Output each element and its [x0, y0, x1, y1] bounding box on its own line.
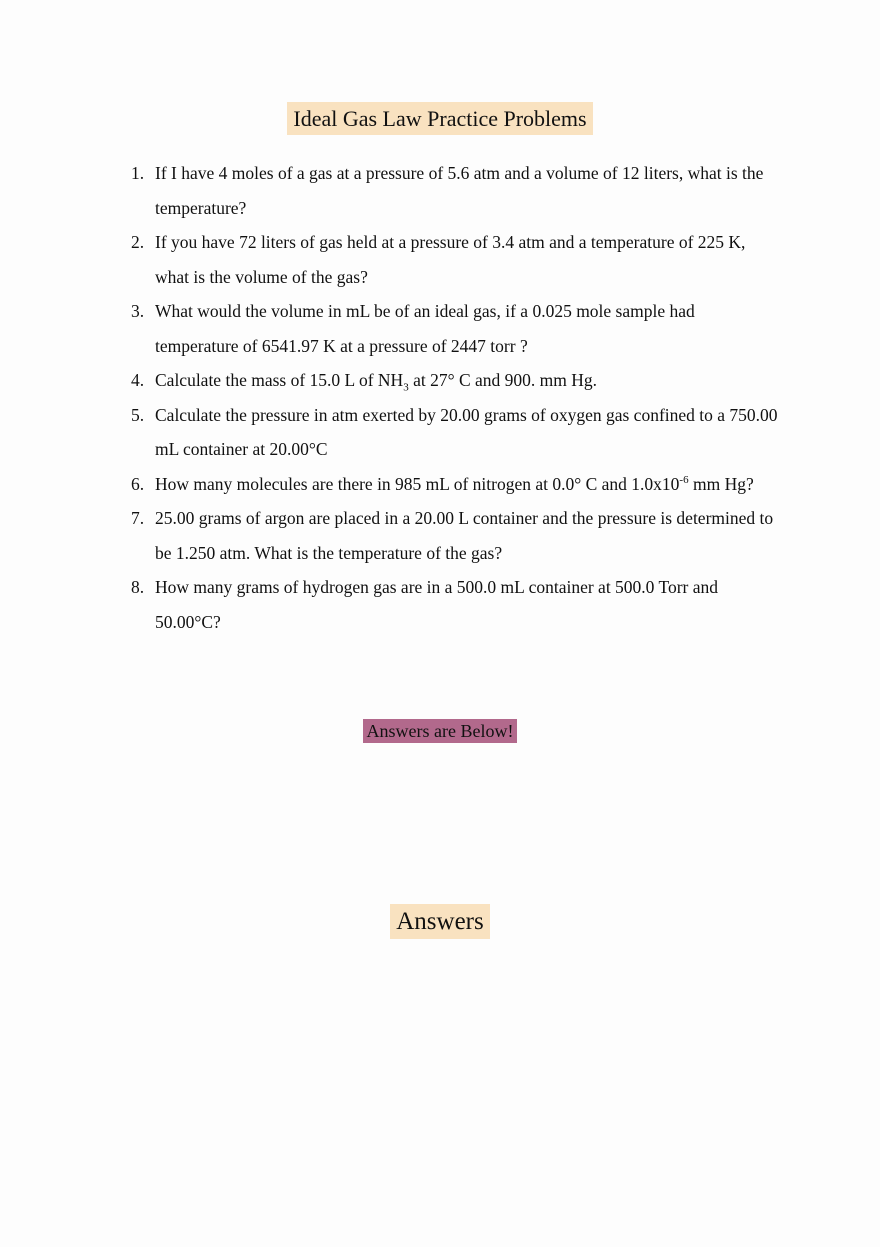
problem-text	[155, 467, 781, 502]
answers-below-banner	[0, 721, 880, 742]
page-title	[0, 106, 880, 132]
problem-number: 5.	[131, 404, 145, 425]
problem-item-6	[131, 467, 781, 502]
problem-text	[155, 363, 781, 398]
page-title-highlight: Ideal Gas Law Practice Problems	[287, 102, 592, 135]
answers-heading	[0, 908, 880, 936]
problem-text: Calculate the pressure in atm exerted by 20.00 grams of oxygen gas confined to a 750.00 mL container at 20.00°C	[155, 404, 778, 459]
problem-item-5	[131, 398, 781, 467]
problem-text: How many grams of hydrogen gas are in a 500.0 mL container at 500.0 Torr and 50.00°C?	[155, 577, 718, 632]
problem-text-post: mm Hg?	[688, 473, 754, 494]
problem-text: If you have 72 liters of gas held at a pressure of 3.4 atm and a temperature of 225 K, what is the volume of the gas?	[155, 232, 746, 287]
problem-number: 7.	[131, 508, 145, 528]
problem-text-pre: How many molecules are there in 985 mL of nitrogen at 0.0° C and 1.0x10	[155, 473, 680, 494]
problem-item-8	[131, 570, 781, 639]
problem-text: 25.00 grams of argon are placed in a 20.00 L container and the pressure is determined to be 1.250 atm. What is the temperature of the gas?	[155, 508, 774, 563]
problem-number: 6.	[131, 473, 145, 494]
problem-text-pre: Calculate the mass of 15.0 L of NH	[155, 370, 404, 390]
problem-item-7	[131, 501, 781, 570]
problem-number: 3.	[131, 301, 145, 321]
problem-item-3	[131, 294, 781, 363]
problem-number: 8.	[131, 577, 145, 597]
superscript: -6	[679, 473, 689, 486]
problem-item-4	[131, 363, 781, 398]
answers-below-banner-highlight: Answers are Below!	[363, 719, 518, 743]
problem-number: 1.	[131, 163, 145, 183]
problem-item-1	[131, 156, 781, 225]
problem-text: What would the volume in mL be of an ideal gas, if a 0.025 mole sample had temperature of 6541.97 K at a pressure of 2447 torr ?	[155, 301, 695, 356]
problem-number: 2.	[131, 232, 145, 252]
problem-list	[0, 156, 781, 639]
problem-number: 4.	[131, 370, 145, 390]
subscript: 3	[403, 381, 409, 394]
problem-text-post: at 27° C and 900. mm Hg.	[408, 370, 597, 390]
problem-text: If I have 4 moles of a gas at a pressure of 5.6 atm and a volume of 12 liters, what is the temperature?	[155, 163, 764, 218]
answers-heading-highlight: Answers	[390, 904, 490, 939]
problem-item-2	[131, 225, 781, 294]
